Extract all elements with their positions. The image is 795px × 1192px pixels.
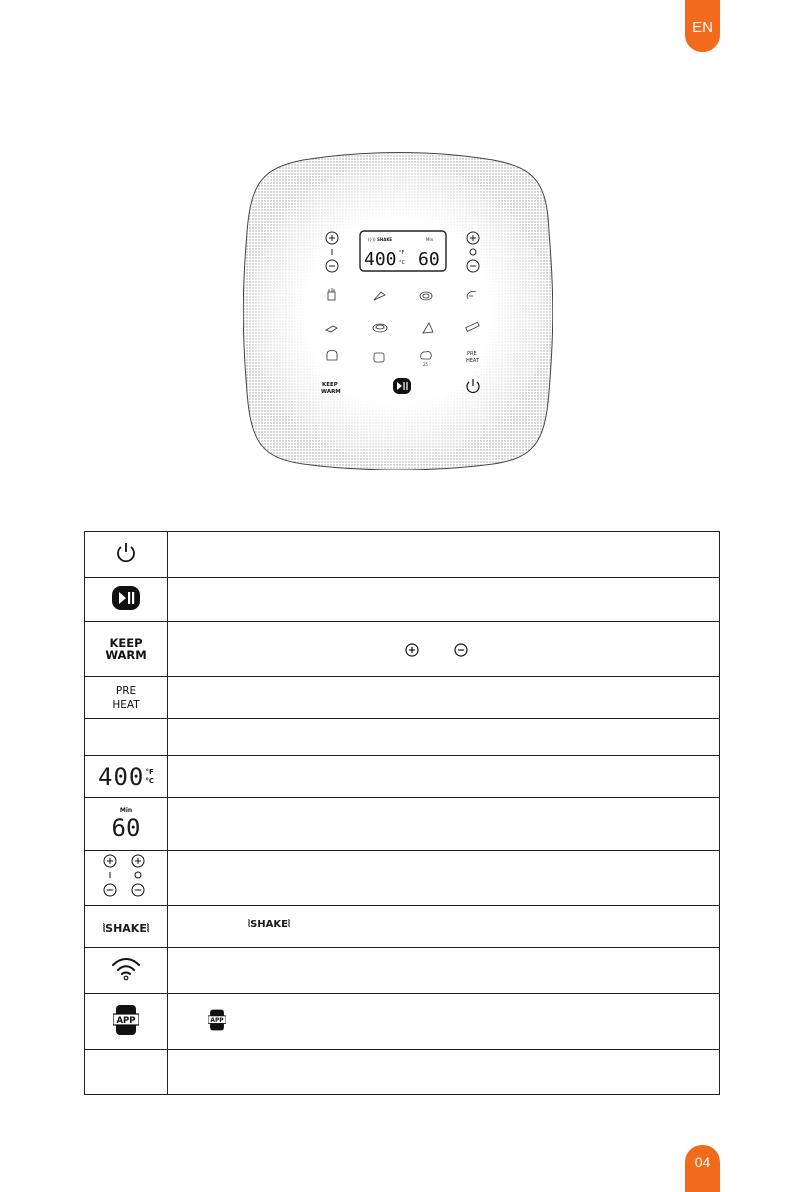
description-cell — [168, 622, 720, 677]
description-cell — [168, 851, 720, 906]
icon-cell — [85, 994, 168, 1050]
table-row — [85, 798, 720, 851]
icon-cell — [85, 578, 168, 622]
wifi-icon — [111, 957, 141, 981]
table-row — [85, 622, 720, 677]
icon-cell — [85, 851, 168, 906]
temperature-display: 400 °F °C — [98, 762, 154, 791]
icon-cell — [85, 532, 168, 578]
table-row — [85, 677, 720, 719]
page-number: 04 — [685, 1145, 720, 1192]
description-cell — [168, 719, 720, 756]
icon-cell — [85, 948, 168, 994]
table-row — [85, 994, 720, 1050]
app-inline-icon — [208, 1008, 226, 1032]
time-display: Min 60 — [111, 807, 141, 842]
shake-inline-icon: ⦚SHAKE⦚ — [248, 919, 291, 930]
description-cell — [168, 948, 720, 994]
language-tab: EN — [685, 0, 720, 52]
svg-text:HEAT: HEAT — [466, 358, 480, 364]
table-row — [85, 532, 720, 578]
svg-text:((·)): ((·)) — [368, 237, 376, 242]
icon-cell — [85, 677, 168, 719]
description-cell — [168, 532, 720, 578]
description-cell — [168, 756, 720, 798]
svg-text:400: 400 — [364, 249, 397, 270]
icon-cell — [85, 756, 168, 798]
icon-cell — [85, 622, 168, 677]
table-row — [85, 906, 720, 948]
description-cell — [168, 677, 720, 719]
svg-text:APP: APP — [210, 1018, 224, 1025]
icon-cell — [85, 906, 168, 948]
description-cell — [168, 578, 720, 622]
svg-text:°F: °F — [399, 250, 405, 256]
description-cell — [168, 1050, 720, 1095]
plus-icon — [405, 643, 419, 657]
svg-text:KEEP: KEEP — [322, 382, 338, 388]
svg-text:25: 25 — [423, 362, 429, 367]
description-cell — [168, 798, 720, 851]
play-pause-icon — [112, 586, 140, 610]
icon-cell — [85, 1050, 168, 1095]
svg-text:60: 60 — [418, 249, 440, 270]
preheat-label: PRE HEAT — [112, 684, 140, 711]
table-row — [85, 948, 720, 994]
description-cell — [168, 906, 720, 948]
svg-text:SHAKE: SHAKE — [377, 237, 393, 242]
minus-icon — [454, 643, 468, 657]
app-icon — [113, 1004, 139, 1036]
table-row — [85, 719, 720, 756]
svg-text:APP: APP — [116, 1015, 136, 1026]
table-row — [85, 1050, 720, 1095]
table-row — [85, 756, 720, 798]
svg-text:PRE: PRE — [467, 351, 477, 357]
description-cell — [168, 994, 720, 1050]
svg-text:WARM: WARM — [321, 389, 341, 395]
adjust-buttons-icon — [101, 854, 151, 898]
icon-cell — [85, 719, 168, 756]
shake-indicator: ⦚SHAKE⦚ — [102, 922, 150, 935]
svg-text:°C: °C — [399, 260, 405, 266]
icon-cell — [85, 798, 168, 851]
controls-table — [84, 531, 720, 1095]
control-panel-illustration — [243, 152, 553, 474]
keep-warm-label: KEEP WARM — [105, 636, 147, 662]
table-row — [85, 578, 720, 622]
svg-text:Min: Min — [426, 237, 434, 242]
power-icon — [115, 541, 137, 565]
table-row — [85, 851, 720, 906]
